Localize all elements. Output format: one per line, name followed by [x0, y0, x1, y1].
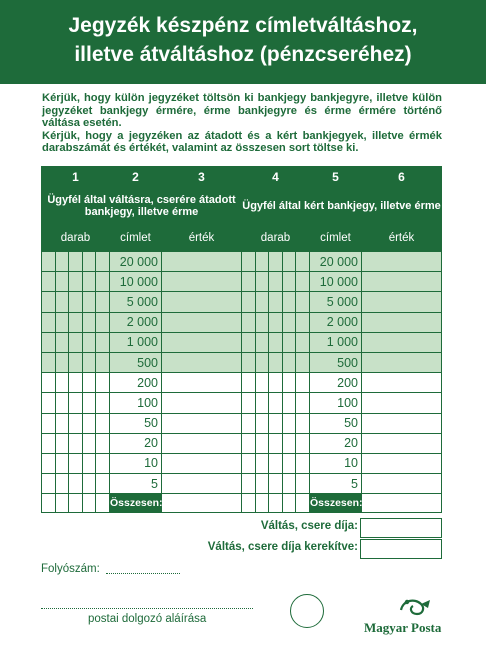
value-cell[interactable]	[362, 272, 442, 292]
quantity-digit-cell[interactable]	[69, 352, 83, 372]
quantity-digit-cell[interactable]	[269, 453, 283, 473]
quantity-digit-cell[interactable]	[55, 292, 69, 312]
fee-rounded-input[interactable]	[360, 539, 442, 559]
quantity-digit-cell[interactable]	[255, 373, 269, 393]
quantity-digit-cell[interactable]	[296, 332, 310, 352]
quantity-digit-cell[interactable]	[82, 474, 96, 494]
column-number: 5	[310, 167, 362, 188]
column-header-quantity: darab	[242, 225, 310, 252]
quantity-digit-cell[interactable]	[282, 272, 296, 292]
value-cell[interactable]	[362, 453, 442, 473]
total-digit-cell[interactable]	[96, 494, 110, 513]
quantity-digit-cell[interactable]	[42, 332, 56, 352]
value-cell[interactable]	[362, 373, 442, 393]
instruction-paragraph-1: Kérjük, hogy külön jegyzéket töltsön ki bankjegy bankjegyre, illetve külön jegyzéket bankjegy érmére, érme bankjegyre és érme érmére történő váltása esetén.	[42, 92, 442, 130]
denomination-row	[42, 433, 242, 453]
column-number: 4	[242, 167, 310, 188]
denomination-row	[242, 352, 442, 372]
column-header-denomination: címlet	[110, 225, 162, 252]
denomination-row	[42, 393, 242, 413]
column-header-row	[242, 225, 442, 252]
quantity-digit-cell[interactable]	[96, 332, 110, 352]
denomination-cell: 2 000	[110, 312, 162, 332]
denomination-row	[242, 292, 442, 312]
quantity-digit-cell[interactable]	[296, 393, 310, 413]
column-header-quantity: darab	[42, 225, 110, 252]
quantity-digit-cell[interactable]	[69, 272, 83, 292]
quantity-digit-cell[interactable]	[42, 252, 56, 272]
denomination-cell: 10 000	[310, 272, 362, 292]
quantity-digit-cell[interactable]	[42, 312, 56, 332]
quantity-digit-cell[interactable]	[242, 453, 256, 473]
denomination-cell: 5	[110, 474, 162, 494]
quantity-digit-cell[interactable]	[42, 292, 56, 312]
denomination-row	[242, 252, 442, 272]
denomination-row	[242, 453, 442, 473]
denomination-cell: 200	[110, 373, 162, 393]
column-number: 3	[162, 167, 242, 188]
quantity-digit-cell[interactable]	[255, 312, 269, 332]
form-title-line1: Jegyzék készpénz címletváltáshoz,	[68, 14, 418, 37]
quantity-digit-cell[interactable]	[42, 433, 56, 453]
quantity-digit-cell[interactable]	[255, 292, 269, 312]
denomination-cell: 100	[310, 393, 362, 413]
table-title-row	[42, 188, 242, 225]
quantity-digit-cell[interactable]	[242, 332, 256, 352]
quantity-digit-cell[interactable]	[282, 312, 296, 332]
quantity-digit-cell[interactable]	[55, 312, 69, 332]
quantity-digit-cell[interactable]	[82, 433, 96, 453]
value-cell[interactable]	[362, 292, 442, 312]
total-value-cell[interactable]	[162, 494, 242, 513]
quantity-digit-cell[interactable]	[255, 453, 269, 473]
quantity-digit-cell[interactable]	[82, 453, 96, 473]
quantity-digit-cell[interactable]	[82, 373, 96, 393]
quantity-digit-cell[interactable]	[55, 272, 69, 292]
handed-over-table	[41, 166, 242, 513]
posthorn-logo-icon	[397, 596, 433, 620]
quantity-digit-cell[interactable]	[242, 292, 256, 312]
denomination-row	[242, 413, 442, 433]
quantity-digit-cell[interactable]	[242, 312, 256, 332]
fee-input[interactable]	[360, 518, 442, 538]
quantity-digit-cell[interactable]	[96, 393, 110, 413]
quantity-digit-cell[interactable]	[55, 332, 69, 352]
quantity-digit-cell[interactable]	[96, 352, 110, 372]
denomination-cell: 20	[110, 433, 162, 453]
total-label: Összesen:	[310, 494, 362, 513]
denomination-row	[42, 292, 242, 312]
quantity-digit-cell[interactable]	[282, 352, 296, 372]
quantity-digit-cell[interactable]	[255, 393, 269, 413]
quantity-digit-cell[interactable]	[69, 413, 83, 433]
quantity-digit-cell[interactable]	[296, 433, 310, 453]
column-number: 2	[110, 167, 162, 188]
quantity-digit-cell[interactable]	[296, 352, 310, 372]
value-cell[interactable]	[162, 413, 242, 433]
quantity-digit-cell[interactable]	[296, 413, 310, 433]
total-digit-cell[interactable]	[82, 494, 96, 513]
quantity-digit-cell[interactable]	[55, 252, 69, 272]
quantity-digit-cell[interactable]	[69, 252, 83, 272]
denomination-row	[42, 413, 242, 433]
brand-name: Magyar Posta	[364, 620, 442, 635]
value-cell[interactable]	[162, 272, 242, 292]
quantity-digit-cell[interactable]	[296, 373, 310, 393]
quantity-digit-cell[interactable]	[269, 252, 283, 272]
denomination-row	[42, 272, 242, 292]
quantity-digit-cell[interactable]	[296, 453, 310, 473]
total-value-cell[interactable]	[362, 494, 442, 513]
quantity-digit-cell[interactable]	[96, 413, 110, 433]
quantity-digit-cell[interactable]	[42, 272, 56, 292]
denomination-row	[42, 332, 242, 352]
quantity-digit-cell[interactable]	[82, 393, 96, 413]
quantity-digit-cell[interactable]	[69, 373, 83, 393]
folio-input-line[interactable]	[106, 573, 180, 574]
quantity-digit-cell[interactable]	[255, 352, 269, 372]
denomination-cell: 500	[110, 352, 162, 372]
denomination-row	[242, 474, 442, 494]
value-cell[interactable]	[362, 413, 442, 433]
value-cell[interactable]	[162, 312, 242, 332]
total-digit-cell[interactable]	[69, 494, 83, 513]
value-cell[interactable]	[162, 474, 242, 494]
quantity-digit-cell[interactable]	[282, 393, 296, 413]
quantity-digit-cell[interactable]	[42, 474, 56, 494]
denomination-row	[42, 453, 242, 473]
value-cell[interactable]	[362, 312, 442, 332]
signature-label: postai dolgozó aláírása	[88, 613, 207, 625]
quantity-digit-cell[interactable]	[269, 433, 283, 453]
quantity-digit-cell[interactable]	[242, 413, 256, 433]
quantity-digit-cell[interactable]	[296, 292, 310, 312]
denomination-cell: 5	[310, 474, 362, 494]
value-cell[interactable]	[162, 352, 242, 372]
quantity-digit-cell[interactable]	[82, 292, 96, 312]
quantity-digit-cell[interactable]	[55, 474, 69, 494]
denomination-row	[242, 312, 442, 332]
quantity-digit-cell[interactable]	[96, 272, 110, 292]
folio-label: Folyószám:	[41, 563, 100, 575]
quantity-digit-cell[interactable]	[69, 312, 83, 332]
quantity-digit-cell[interactable]	[96, 453, 110, 473]
fee-rounded-label: Váltás, csere díja kerekítve:	[207, 541, 358, 553]
denomination-cell: 200	[310, 373, 362, 393]
form-header	[0, 0, 486, 84]
column-number: 6	[362, 167, 442, 188]
requested-title: Ügyfél által kért bankjegy, illetve érme	[242, 188, 442, 225]
denomination-rows	[42, 252, 242, 494]
total-digit-cell[interactable]	[55, 494, 69, 513]
quantity-digit-cell[interactable]	[296, 252, 310, 272]
quantity-digit-cell[interactable]	[42, 393, 56, 413]
form-title-line2: illetve átváltáshoz (pénzcseréhez)	[74, 43, 412, 66]
value-cell[interactable]	[162, 252, 242, 272]
denomination-cell: 500	[310, 352, 362, 372]
value-cell[interactable]	[362, 252, 442, 272]
quantity-digit-cell[interactable]	[242, 474, 256, 494]
quantity-digit-cell[interactable]	[55, 352, 69, 372]
column-header-value: érték	[362, 225, 442, 252]
quantity-digit-cell[interactable]	[242, 433, 256, 453]
quantity-digit-cell[interactable]	[282, 292, 296, 312]
quantity-digit-cell[interactable]	[242, 272, 256, 292]
denomination-cell: 50	[110, 413, 162, 433]
denomination-cell: 10	[310, 453, 362, 473]
quantity-digit-cell[interactable]	[269, 393, 283, 413]
quantity-digit-cell[interactable]	[242, 393, 256, 413]
value-cell[interactable]	[362, 332, 442, 352]
denomination-row	[242, 272, 442, 292]
denomination-row	[42, 474, 242, 494]
quantity-digit-cell[interactable]	[42, 453, 56, 473]
quantity-digit-cell[interactable]	[96, 312, 110, 332]
instructions	[42, 92, 442, 155]
denomination-cell: 10 000	[110, 272, 162, 292]
denomination-cell: 100	[110, 393, 162, 413]
quantity-digit-cell[interactable]	[55, 413, 69, 433]
value-cell[interactable]	[162, 332, 242, 352]
requested-table	[241, 166, 442, 513]
quantity-digit-cell[interactable]	[55, 373, 69, 393]
denomination-row	[242, 373, 442, 393]
quantity-digit-cell[interactable]	[82, 252, 96, 272]
quantity-digit-cell[interactable]	[282, 252, 296, 272]
denomination-cell: 1 000	[110, 332, 162, 352]
quantity-digit-cell[interactable]	[69, 292, 83, 312]
quantity-digit-cell[interactable]	[69, 433, 83, 453]
denomination-row	[242, 332, 442, 352]
quantity-digit-cell[interactable]	[82, 272, 96, 292]
quantity-digit-cell[interactable]	[42, 352, 56, 372]
stamp-circle	[290, 594, 324, 628]
value-cell[interactable]	[362, 433, 442, 453]
total-digit-cell[interactable]	[269, 494, 283, 513]
total-digit-cell[interactable]	[255, 494, 269, 513]
quantity-digit-cell[interactable]	[282, 474, 296, 494]
quantity-digit-cell[interactable]	[82, 352, 96, 372]
table-title-row	[242, 188, 442, 225]
quantity-digit-cell[interactable]	[269, 373, 283, 393]
denomination-row	[42, 252, 242, 272]
total-row	[242, 494, 442, 513]
denomination-row	[242, 433, 442, 453]
quantity-digit-cell[interactable]	[69, 393, 83, 413]
total-digit-cell[interactable]	[296, 494, 310, 513]
quantity-digit-cell[interactable]	[255, 474, 269, 494]
quantity-digit-cell[interactable]	[282, 413, 296, 433]
quantity-digit-cell[interactable]	[269, 413, 283, 433]
quantity-digit-cell[interactable]	[96, 373, 110, 393]
column-number-row	[42, 167, 242, 188]
quantity-digit-cell[interactable]	[269, 474, 283, 494]
total-digit-cell[interactable]	[242, 494, 256, 513]
column-number-row	[242, 167, 442, 188]
quantity-digit-cell[interactable]	[69, 453, 83, 473]
denomination-row	[42, 312, 242, 332]
denomination-row	[42, 352, 242, 372]
column-header-denomination: címlet	[310, 225, 362, 252]
quantity-digit-cell[interactable]	[55, 433, 69, 453]
denomination-cell: 2 000	[310, 312, 362, 332]
quantity-digit-cell[interactable]	[69, 332, 83, 352]
signature-line[interactable]	[41, 608, 253, 609]
quantity-digit-cell[interactable]	[282, 373, 296, 393]
quantity-digit-cell[interactable]	[96, 474, 110, 494]
quantity-digit-cell[interactable]	[96, 433, 110, 453]
quantity-digit-cell[interactable]	[242, 373, 256, 393]
quantity-digit-cell[interactable]	[269, 332, 283, 352]
quantity-digit-cell[interactable]	[269, 272, 283, 292]
denomination-cell: 20	[310, 433, 362, 453]
denomination-cell: 1 000	[310, 332, 362, 352]
quantity-digit-cell[interactable]	[296, 312, 310, 332]
value-cell[interactable]	[162, 373, 242, 393]
total-row	[42, 494, 242, 513]
value-cell[interactable]	[362, 352, 442, 372]
denomination-row	[242, 393, 442, 413]
quantity-digit-cell[interactable]	[282, 433, 296, 453]
value-cell[interactable]	[162, 433, 242, 453]
value-cell[interactable]	[162, 393, 242, 413]
denomination-rows	[242, 252, 442, 494]
quantity-digit-cell[interactable]	[42, 413, 56, 433]
denomination-cell: 5 000	[110, 292, 162, 312]
total-label: Összesen:	[110, 494, 162, 513]
quantity-digit-cell[interactable]	[42, 373, 56, 393]
denomination-cell: 20 000	[310, 252, 362, 272]
quantity-digit-cell[interactable]	[255, 332, 269, 352]
quantity-digit-cell[interactable]	[269, 292, 283, 312]
total-digit-cell[interactable]	[282, 494, 296, 513]
value-cell[interactable]	[162, 292, 242, 312]
quantity-digit-cell[interactable]	[255, 413, 269, 433]
quantity-digit-cell[interactable]	[282, 453, 296, 473]
denomination-cell: 10	[110, 453, 162, 473]
quantity-digit-cell[interactable]	[82, 332, 96, 352]
quantity-digit-cell[interactable]	[255, 433, 269, 453]
quantity-digit-cell[interactable]	[69, 474, 83, 494]
value-cell[interactable]	[362, 393, 442, 413]
quantity-digit-cell[interactable]	[296, 272, 310, 292]
denomination-cell: 5 000	[310, 292, 362, 312]
quantity-digit-cell[interactable]	[55, 393, 69, 413]
instruction-paragraph-2: Kérjük, hogy a jegyzéken az átadott és a kért bankjegyek, illetve érmék darabszámát és értékét, valamint az összesen sort töltse ki.	[42, 129, 442, 155]
quantity-digit-cell[interactable]	[296, 474, 310, 494]
total-digit-cell[interactable]	[42, 494, 56, 513]
column-header-row	[42, 225, 242, 252]
column-header-value: érték	[162, 225, 242, 252]
quantity-digit-cell[interactable]	[82, 312, 96, 332]
denomination-row	[42, 373, 242, 393]
value-cell[interactable]	[162, 453, 242, 473]
quantity-digit-cell[interactable]	[269, 352, 283, 372]
quantity-digit-cell[interactable]	[269, 312, 283, 332]
quantity-digit-cell[interactable]	[96, 252, 110, 272]
denomination-cell: 20 000	[110, 252, 162, 272]
denomination-cell: 50	[310, 413, 362, 433]
fee-label: Váltás, csere díja:	[260, 520, 358, 532]
quantity-digit-cell[interactable]	[282, 332, 296, 352]
quantity-digit-cell[interactable]	[242, 352, 256, 372]
value-cell[interactable]	[362, 474, 442, 494]
quantity-digit-cell[interactable]	[242, 252, 256, 272]
quantity-digit-cell[interactable]	[82, 413, 96, 433]
quantity-digit-cell[interactable]	[255, 272, 269, 292]
column-number: 1	[42, 167, 110, 188]
quantity-digit-cell[interactable]	[96, 292, 110, 312]
quantity-digit-cell[interactable]	[255, 252, 269, 272]
quantity-digit-cell[interactable]	[55, 453, 69, 473]
handed-over-title: Ügyfél által váltásra, cserére átadott bankjegy, illetve érme	[42, 188, 242, 225]
